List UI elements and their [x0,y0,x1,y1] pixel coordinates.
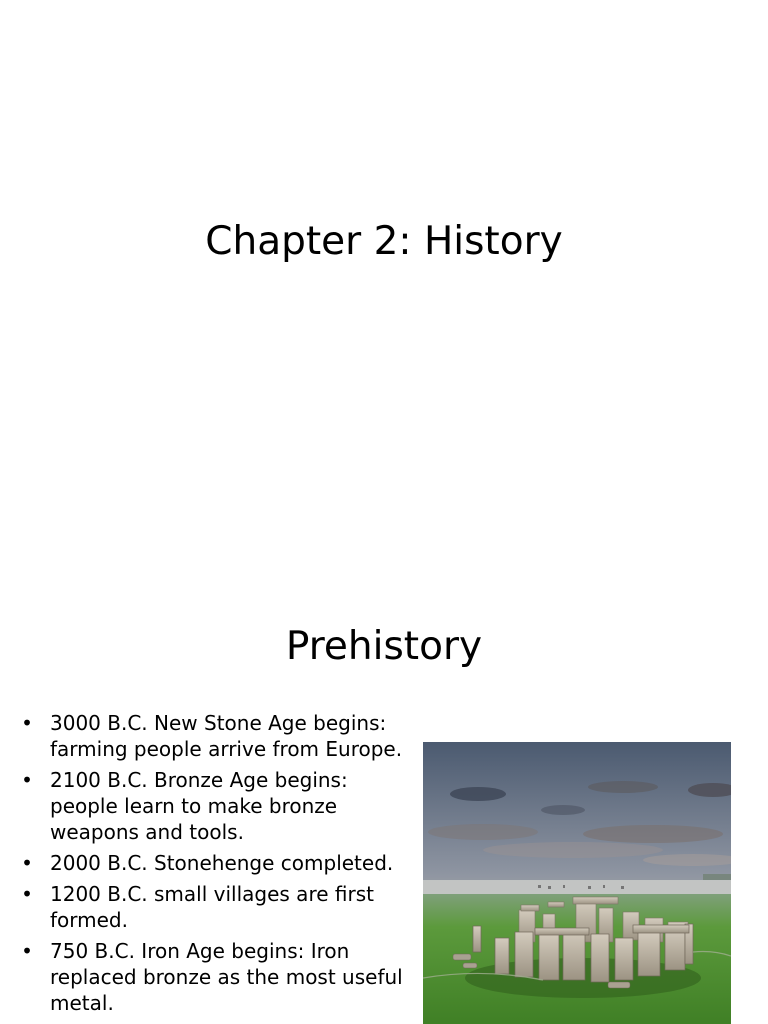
bullet-text: 2000 B.C. Stonehenge completed. [50,851,394,875]
bullet-text: 3000 B.C. New Stone Age begins: farming people arrive from Europe. [50,711,403,761]
bullet-text: 750 B.C. Iron Age begins: Iron replaced bronze as the most useful metal. [50,939,403,1015]
bullet-icon: • [21,882,33,906]
bullet-icon: • [21,851,33,875]
bullet-text: 1200 B.C. small villages are first formed. [50,882,374,932]
bullet-list [20,710,420,1021]
slide-prehistory [0,580,768,1024]
bullet-icon: • [21,768,33,792]
bullet-item [20,881,420,933]
bullet-item [20,767,420,845]
bullet-item [20,938,420,1016]
stonehenge-photo [423,742,731,1024]
bullet-icon: • [21,939,33,963]
chapter-title: Chapter 2: History [205,219,563,264]
bullet-item [20,850,420,876]
bullet-item [20,710,420,762]
bullet-text: 2100 B.C. Bronze Age begins: people learn to make bronze weapons and tools. [50,768,348,844]
slide-title: Prehistory [285,624,483,669]
bullet-icon: • [21,711,33,735]
